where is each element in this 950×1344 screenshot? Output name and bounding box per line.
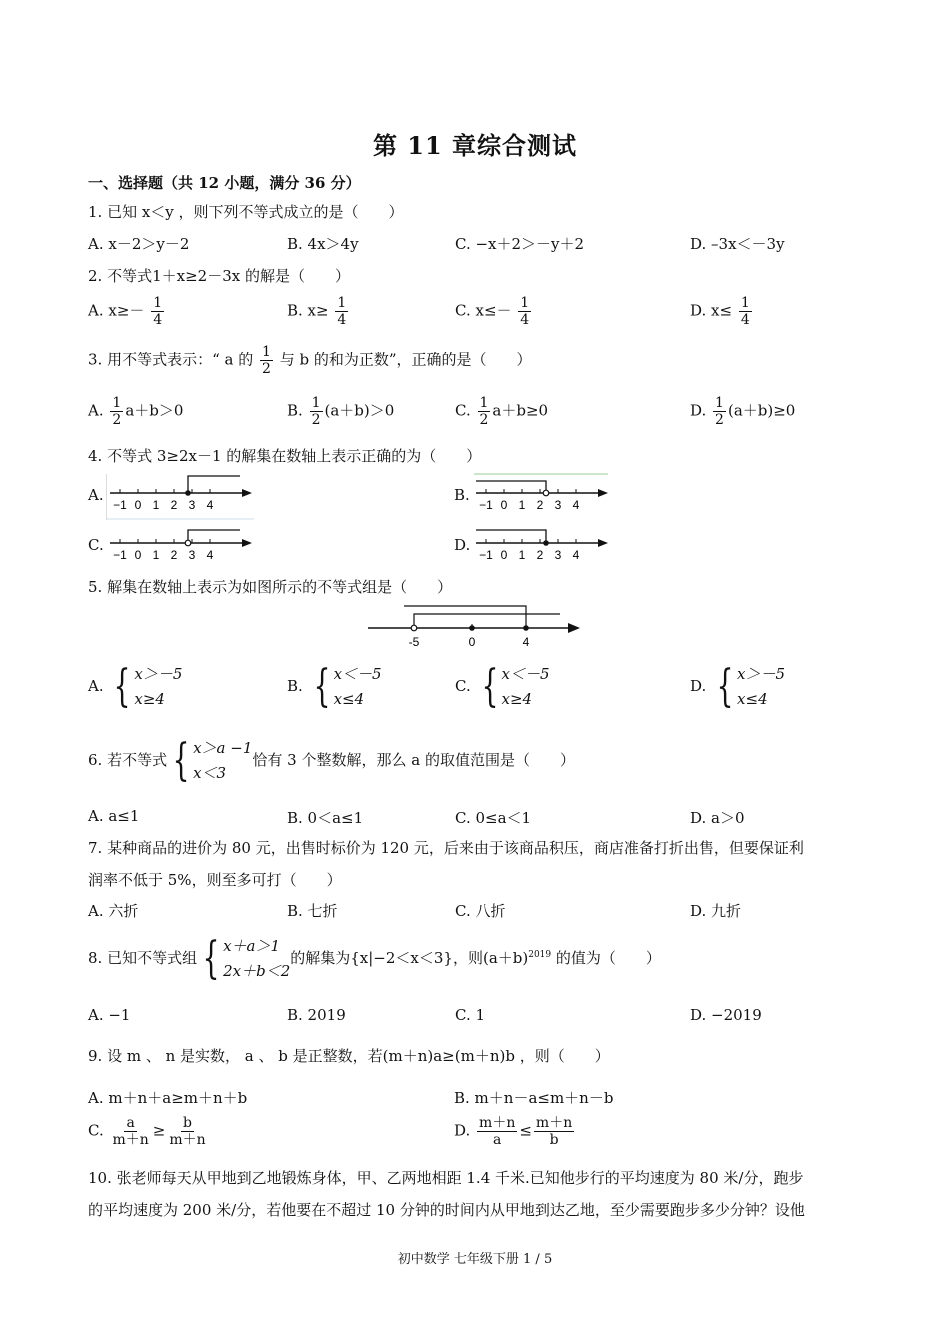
q7-option-a: A. 六折 <box>88 902 139 920</box>
q4-option-d-label: D. <box>454 536 471 554</box>
tick-label: 0 <box>134 498 142 512</box>
tick-label: 1 <box>518 548 526 562</box>
tick-label: −1 <box>479 498 493 512</box>
q5-option-b <box>287 662 382 712</box>
q2-option-a <box>88 295 166 328</box>
question-10-line-1: 10. 张老师每天从甲地到乙地锻炼身体，甲、乙两地相距 1.4 千米.已知他步行的平均速度为 80 米/分，跑步 <box>88 1169 804 1187</box>
tick-label: 3 <box>188 498 196 512</box>
question-6-stem <box>88 736 575 786</box>
q4-option-b-label: B. <box>454 486 470 504</box>
q2-option-d <box>690 295 754 328</box>
brace-icon: { <box>313 661 330 712</box>
system-row: x＞－5 <box>134 665 183 683</box>
q8-option-d: D. −2019 <box>690 1006 762 1024</box>
numerator: 1 <box>479 395 489 411</box>
tick-label: 3 <box>554 548 562 562</box>
denominator: 4 <box>153 312 163 328</box>
denominator: m＋n <box>112 1132 149 1148</box>
system-row: x≥4 <box>134 690 165 708</box>
tick-label: 3 <box>554 498 562 512</box>
system-row: x＞a −1 <box>193 739 253 757</box>
numerator: 1 <box>262 344 271 360</box>
q9-option-d <box>454 1115 576 1148</box>
q9-option-c <box>88 1115 210 1148</box>
q5-number-line <box>366 600 586 652</box>
denominator: 4 <box>520 312 530 328</box>
denominator: 2 <box>262 361 271 377</box>
system-row: 2x＋b＜2 <box>223 962 291 980</box>
brace-icon: { <box>113 661 131 712</box>
question-7-line-1: 7. 某种商品的进价为 80 元，出售时标价为 120 元，后来由于该商品积压，商店准备打折出售，但要保证利 <box>88 839 804 857</box>
q2-option-c-label: C. x≤－ <box>455 301 512 320</box>
tick-label: 4 <box>206 548 214 562</box>
q9-option-c-label: C. <box>88 1121 104 1140</box>
inequality-system <box>167 736 252 786</box>
system-row: x≤4 <box>737 690 768 708</box>
tick-label: −1 <box>113 498 127 512</box>
fraction <box>167 1115 207 1148</box>
q6-stem-end: 恰有 3 个整数解，那么 a 的取值范围是（ ） <box>252 751 575 769</box>
q5-option-a-label: A. <box>88 677 104 695</box>
tick-label: 1 <box>152 548 160 562</box>
tick-label: 4 <box>572 548 580 562</box>
tick-label: 4 <box>206 498 214 512</box>
inequality-system <box>711 662 785 712</box>
section-heading: 一、选择题（共 12 小题，满分 36 分） <box>88 174 361 192</box>
q3-option-a <box>88 395 183 428</box>
q2-option-a-label: A. x≥－ <box>88 301 145 320</box>
inequality-system <box>197 934 290 984</box>
question-1-stem: 1. 已知 x＜y ，则下列不等式成立的是（ ） <box>88 203 404 221</box>
q9-option-d-label: D. <box>454 1121 471 1140</box>
fraction <box>534 1115 574 1148</box>
denominator: 2 <box>311 412 321 428</box>
q1-option-c: C. −x＋2＞－y＋2 <box>455 235 585 253</box>
q3-option-b-label: B. <box>287 401 303 420</box>
numerator: 1 <box>311 395 321 411</box>
tick-label: 2 <box>170 548 178 562</box>
q3-option-d-label: D. <box>690 401 707 420</box>
question-3-stem <box>88 344 532 377</box>
tick-label: 0 <box>500 548 508 562</box>
inequality-system <box>108 662 182 712</box>
tick-label: −1 <box>113 548 127 562</box>
question-8-stem <box>88 934 661 984</box>
fraction <box>713 395 726 428</box>
q8-option-b: B. 2019 <box>287 1006 346 1024</box>
q3-option-c <box>455 395 548 428</box>
q9-option-b: B. m＋n－a≤m＋n－b <box>454 1089 614 1107</box>
fraction <box>478 395 491 428</box>
tick-label: 2 <box>170 498 178 512</box>
q6-option-b: B. 0＜a≤1 <box>287 809 364 827</box>
tick-label: 4 <box>522 635 530 649</box>
tick-label: 1 <box>518 498 526 512</box>
q8-option-c: C. 1 <box>455 1006 486 1024</box>
q6-option-a: A. a≤1 <box>88 807 140 825</box>
q3-option-a-label: A. <box>88 401 104 420</box>
fraction <box>260 344 273 377</box>
system-row: x＜3 <box>193 764 227 782</box>
denominator: m＋n <box>169 1132 206 1148</box>
q7-option-c: C. 八折 <box>455 902 506 920</box>
question-2-stem: 2. 不等式1＋x≥2－3x 的解是（ ） <box>88 267 350 285</box>
q8-stem-start: 8. 已知不等式组 <box>88 949 198 967</box>
q3-option-c-text: a＋b≥0 <box>492 401 549 420</box>
tick-label: 2 <box>536 498 544 512</box>
tick-label: -5 <box>408 635 420 649</box>
question-4-stem: 4. 不等式 3≥2x－1 的解集在数轴上表示正确的为（ ） <box>88 447 482 465</box>
denominator: 2 <box>112 412 122 428</box>
exponent: 2019 <box>528 950 552 960</box>
q3-option-d <box>690 395 795 428</box>
q6-stem-start: 6. 若不等式 <box>88 751 168 769</box>
system-row: x＞－5 <box>737 665 786 683</box>
q2-option-b-label: B. x≥ <box>287 301 329 320</box>
numerator: 1 <box>337 295 347 311</box>
fraction <box>335 295 348 328</box>
fraction <box>739 295 752 328</box>
denominator: 2 <box>715 412 724 428</box>
q4-number-line-b <box>472 472 612 520</box>
q3-option-c-label: C. <box>455 401 471 420</box>
tick-label: 1 <box>152 498 160 512</box>
q4-number-line-c <box>106 522 256 570</box>
inequality-system <box>308 662 382 712</box>
q8-option-a: A. −1 <box>88 1006 131 1024</box>
denominator: a <box>493 1132 502 1148</box>
relation: ≥ <box>152 1121 166 1140</box>
q4-option-c-label: C. <box>88 536 104 554</box>
tick-label: −1 <box>479 548 493 562</box>
q2-option-c <box>455 295 533 328</box>
system-row: x＜－5 <box>333 665 382 683</box>
system-row: x＋a＞1 <box>223 937 281 955</box>
q3-stem-start: 3. 用不等式表示：“ a 的 <box>88 350 254 369</box>
numerator: m＋n <box>479 1115 516 1131</box>
denominator: b <box>549 1132 559 1148</box>
numerator: b <box>183 1115 192 1131</box>
system-row: x≤4 <box>333 690 365 708</box>
tick-label: 0 <box>500 498 508 512</box>
q6-option-c: C. 0≤a＜1 <box>455 809 532 827</box>
page-title: 第 11 章综合测试 <box>372 131 578 160</box>
q6-option-d: D. a＞0 <box>690 809 745 827</box>
fraction <box>310 395 323 428</box>
denominator: 4 <box>740 312 750 328</box>
fraction <box>110 395 123 428</box>
numerator: 1 <box>715 395 724 411</box>
numerator: 1 <box>520 295 530 311</box>
question-10-line-2: 的平均速度为 200 米/分，若他要在不超过 10 分钟的时间内从甲地到达乙地，至少需要跑步多少分钟？设他 <box>88 1201 805 1219</box>
q8-stem-end: 的值为（ ） <box>551 949 661 967</box>
q2-option-d-label: D. x≤ <box>690 301 733 320</box>
fraction <box>477 1115 517 1148</box>
fraction <box>518 295 531 328</box>
numerator: a <box>126 1115 135 1131</box>
q3-option-b <box>287 395 394 428</box>
denominator: 4 <box>337 312 347 328</box>
tick-label: 4 <box>572 498 580 512</box>
q5-option-c <box>455 662 550 712</box>
q5-option-a <box>88 662 182 712</box>
q3-option-b-text: (a＋b)＞0 <box>324 401 395 420</box>
denominator: 2 <box>479 412 489 428</box>
q5-option-d-label: D. <box>690 677 707 695</box>
q1-option-a: A. x－2＞y－2 <box>88 235 190 253</box>
question-9-stem: 9. 设 m 、 n 是实数， a 、 b 是正整数，若(m＋n)a≥(m＋n)b ，则（ ） <box>88 1047 610 1065</box>
question-7-line-2: 润率不低于 5%，则至多可打（ ） <box>88 871 342 889</box>
q5-option-c-label: C. <box>455 677 471 695</box>
tick-label: 2 <box>536 548 544 562</box>
fraction <box>151 295 164 328</box>
q4-option-a-label: A. <box>88 486 104 504</box>
q3-option-d-text: (a＋b)≥0 <box>727 401 796 420</box>
brace-icon: { <box>716 661 734 712</box>
q9-option-a: A. m＋n＋a≥m＋n＋b <box>88 1089 248 1107</box>
inequality-system <box>476 662 550 712</box>
system-row: x≥4 <box>501 690 533 708</box>
q5-option-b-label: B. <box>287 677 303 695</box>
tick-label: 0 <box>134 548 142 562</box>
q8-stem-middle: 的解集为{x|−2＜x＜3}，则(a＋b) <box>290 949 529 967</box>
relation: ≤ <box>519 1121 532 1140</box>
q4-number-line-d <box>472 522 612 570</box>
numerator: m＋n <box>535 1115 573 1131</box>
q7-option-d: D. 九折 <box>690 902 742 920</box>
q3-option-a-text: a＋b＞0 <box>125 401 184 420</box>
brace-icon: { <box>172 735 190 786</box>
tick-label: 0 <box>468 635 476 649</box>
page-footer: 初中数学 七年级下册 1 / 5 <box>397 1252 553 1267</box>
q3-stem-end: 与 b 的和为正数”，正确的是（ ） <box>279 350 532 369</box>
system-row: x＜－5 <box>501 665 550 683</box>
brace-icon: { <box>481 661 498 712</box>
numerator: 1 <box>112 395 122 411</box>
q1-option-b: B. 4x＞4y <box>287 235 359 253</box>
fraction <box>111 1115 151 1148</box>
brace-icon: { <box>202 933 220 984</box>
q7-option-b: B. 七折 <box>287 902 338 920</box>
q1-option-d: D. –3x＜－3y <box>690 235 785 253</box>
tick-label: 3 <box>188 548 196 562</box>
q5-option-d <box>690 662 785 712</box>
numerator: 1 <box>740 295 750 311</box>
q4-number-line-a <box>106 472 256 520</box>
numerator: 1 <box>153 295 163 311</box>
q2-option-b <box>287 295 350 328</box>
question-5-stem: 5. 解集在数轴上表示为如图所示的不等式组是（ ） <box>88 578 453 596</box>
